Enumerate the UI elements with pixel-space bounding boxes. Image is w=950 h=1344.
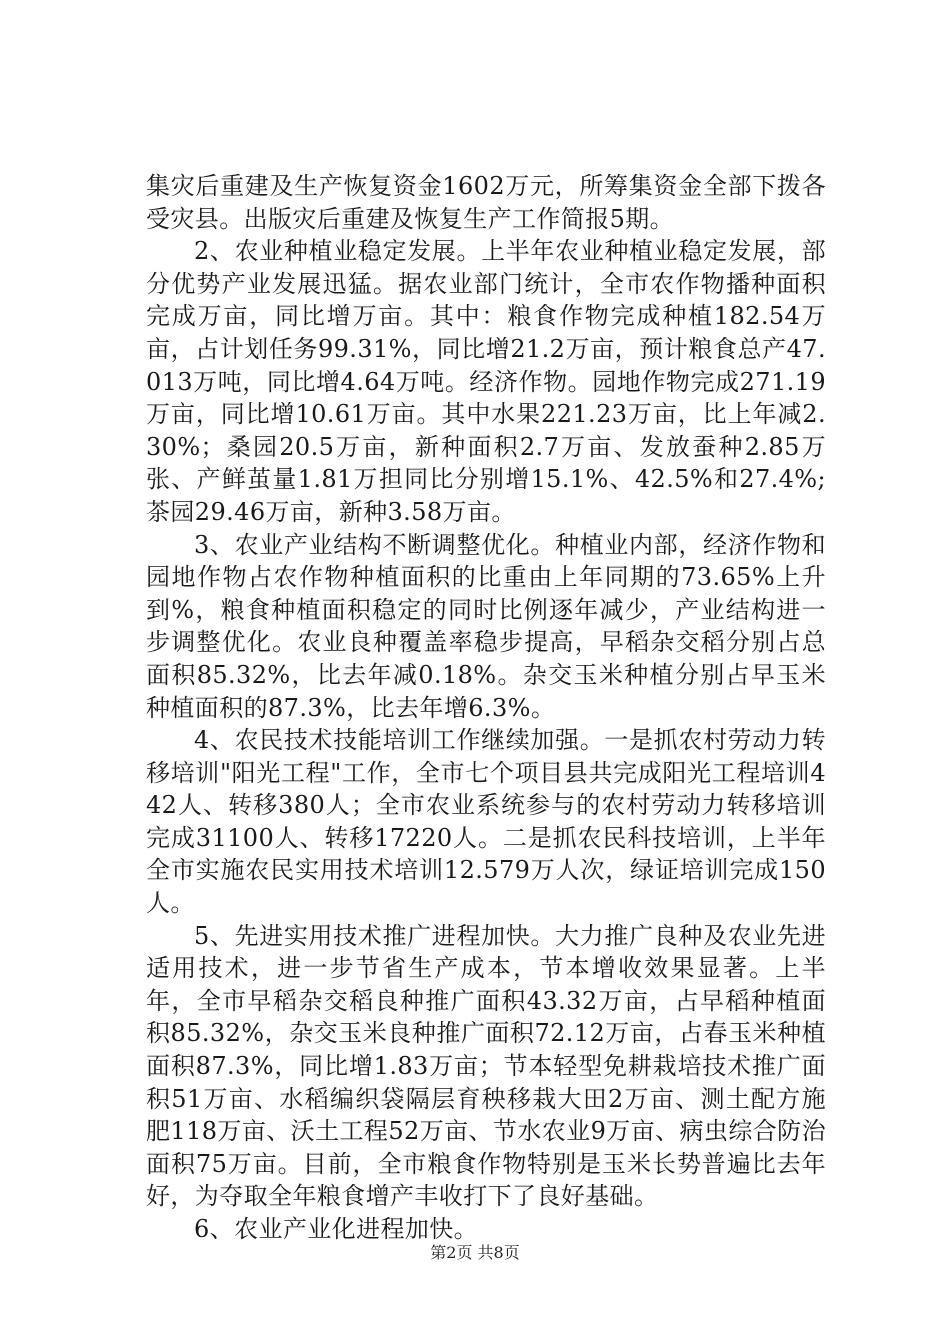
page-footer: 第2页 共8页 xyxy=(430,1243,520,1262)
paragraph-continuation: 集灾后重建及生产恢复资金1602万元，所筹集资金全部下拨各受灾县。出版灾后重建及恢复生产工作简报5期。 xyxy=(146,172,826,233)
body-text xyxy=(146,170,826,1246)
paragraph-technology: 5、先进实用技术推广进程加快。大力推广良种及农业先进适用技术，进一步节省生产成本，节本增收效果显著。上半年，全市早稻杂交稻良种推广面积43.32万亩，占早稻种植面积85.32%，杂交玉米良种推广面积72.12万亩，占春玉米种植面积87.3%，同比增1.83万亩；节本轻型免耕栽培技术推广面积51万亩、水稻编织袋隔层育秧移栽大田2万亩、测土配方施肥118万亩、沃土工程52万亩、节水农业9万亩、病虫综合防治面积75万亩。目前，全市粮食作物特别是玉米长势普遍比去年好，为夺取全年粮食增产丰收打下了良好基础。 xyxy=(146,921,826,1211)
paragraph-planting: 2、农业种植业稳定发展。上半年农业种植业稳定发展，部分优势产业发展迅猛。据农业部门统计，全市农作物播种面积完成万亩，同比增万亩。其中：粮食作物完成种植182.54万亩，占计划任务99.31%，同比增21.2万亩，预计粮食总产47.013万吨，同比增4.64万吨。经济作物。园地作物完成271.19万亩，同比增10.61万亩。其中水果221.23万亩，比上年减2.30%；桑园20.5万亩，新种面积2.7万亩、发放蚕种2.85万张、产鲜茧量1.81万担同比分别增15.1%、42.5%和27.4%;茶园29.46万亩，新种3.58万亩。 xyxy=(146,237,826,526)
paragraph-training: 4、农民技术技能培训工作继续加强。一是抓农村劳动力转移培训"阳光工程"工作，全市七个项目县共完成阳光工程培训442人、转移380人；全市农业系统参与的农村劳动力转移培训完成31100人、转移17220人。二是抓农民科技培训，上半年全市实施农民实用技术培训12.579万人次，绿证培训完成150人。 xyxy=(146,726,826,918)
paragraph-industrialization: 6、农业产业化进程加快。 xyxy=(194,1215,479,1243)
paragraph-structure: 3、农业产业结构不断调整优化。种植业内部，经济作物和园地作物占农作物种植面积的比重由上年同期的73.65%上升到%，粮食种植面积稳定的同时比例逐年减少，产业结构进一步调整优化。农业良种覆盖率稳步提高，早稻杂交稻分别占总面积85.32%，比去年减0.18%。杂交玉米种植分别占早玉米种植面积的87.3%，比去年增6.3%。 xyxy=(146,530,826,722)
